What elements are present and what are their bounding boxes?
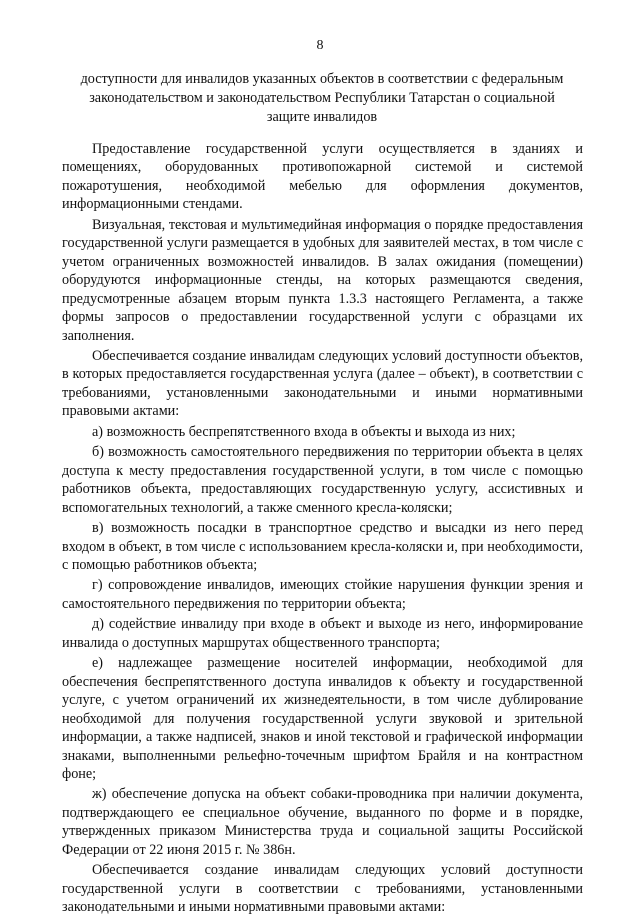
heading-line: законодательством и законодательством Республики Татарстан о социальной [89, 90, 555, 106]
list-item: д) содействие инвалиду при входе в объект и выходе из него, информирование инвалида о доступных маршрутах общественного транспорта; [62, 616, 583, 651]
heading-line: защите инвалидов [266, 109, 378, 125]
paragraph: Визуальная, текстовая и мультимедийная информация о порядке предоставления государственной услуги размещается в удобных для заявителей местах, в том числе с учетом ограниченных возможностей инвалидов. В залах ожидания (помещении) оборудуются информационные стенды, на которых размещаются сведения, предусмотренные абзацем вторым пункта 1.3.3 настоящего Регламента, а также формы запросов о предоставлении государственной услуги с образцами их заполнения. [62, 216, 583, 344]
list-item: е) надлежащее размещение носителей информации, необходимой для обеспечения беспрепятственного доступа инвалидов к объекту и государственной услуге, с учетом ограничений их жизнедеятельности, в том числе дублирование необходимой для получения государственной услуги звуковой и зрительной информации, а также надписей, знаков и иной текстовой и графической информации знаками, выполненными рельефно-точечным шрифтом Брайля и на контрастном фоне; [62, 655, 583, 782]
heading-line: доступности для инвалидов указанных объектов в соответствии с федеральным [80, 71, 564, 87]
list-item: г) сопровождение инвалидов, имеющих стойкие нарушения функции зрения и самостоятельного передвижения по территории объекта; [62, 577, 583, 612]
paragraph: Обеспечивается создание инвалидам следующих условий доступности государственной услуги в соответствии с требованиями, установленными законодательными и иными нормативными правовыми актами: [62, 862, 583, 916]
section-heading [62, 70, 582, 127]
list-item: в) возможность посадки в транспортное средство и высадки из него перед входом в объект, в том числе с использованием кресла-коляски и, при необходимости, с помощью работников объекта; [62, 520, 583, 573]
list-item: а) возможность беспрепятственного входа в объекты и выхода из них; [92, 423, 516, 440]
page-number: 8 [316, 38, 324, 53]
paragraph: Обеспечивается создание инвалидам следующих условий доступности объектов, в которых предоставляется государственная услуга (далее – объект), в соответствии с требованиями, установленными законодательными и иными нормативными правовыми актами: [62, 347, 583, 420]
paragraph: Предоставление государственной услуги осуществляется в зданиях и помещениях, оборудованных противопожарной системой и системой пожаротушения, необходимой мебелью для оформления документов, информационными стендами. [62, 141, 583, 213]
document-body [62, 140, 583, 917]
list-item: б) возможность самостоятельного передвижения по территории объекта в целях доступа к месту предоставления государственной услуги, в том числе с помощью работников объекта, предоставляющих государственную услугу, ассистивных и вспомогательных технологий, а также сменного кресла-коляски; [62, 444, 583, 516]
list-item: ж) обеспечение допуска на объект собаки-проводника при наличии документа, подтверждающего ее специальное обучение, выданного по форме и в порядке, утвержденных приказом Министерства труда и социальной защиты Российской Федерации от 22 июня 2015 г. № 386н. [62, 786, 583, 858]
